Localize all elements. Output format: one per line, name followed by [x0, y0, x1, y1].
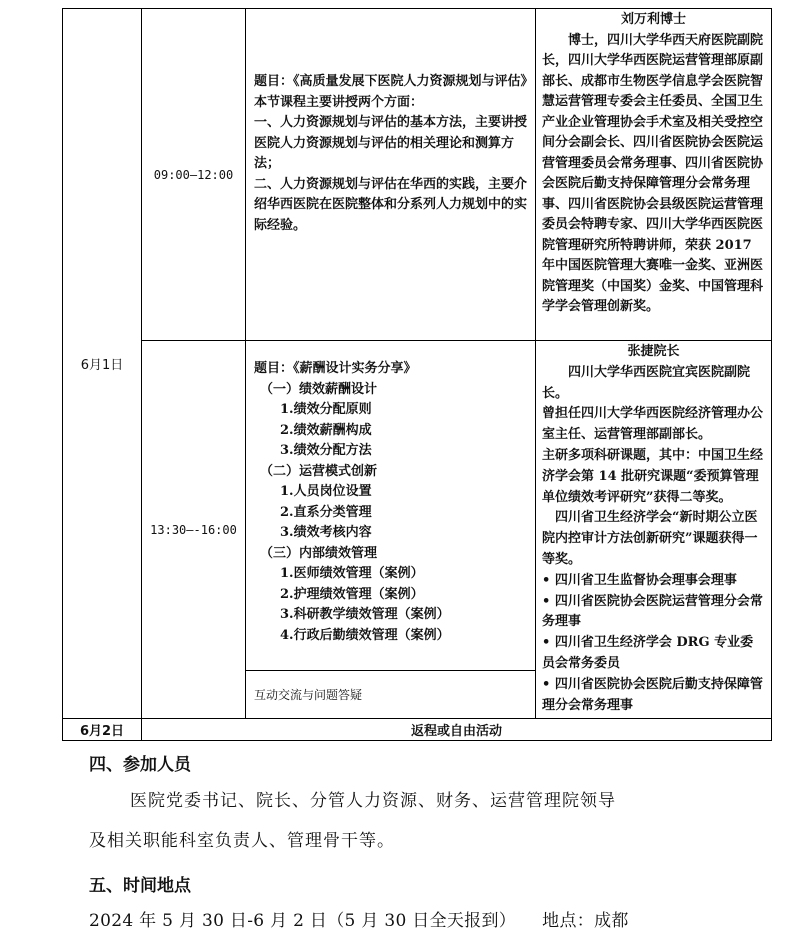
time-afternoon: 13:30—-16:00: [150, 522, 237, 537]
speaker-line-7: • 四川省卫生经济学会 DRG 专业委员会常务委员: [542, 635, 754, 671]
section-1-item-1: 1.绩效分配原则: [280, 402, 372, 417]
date-cell-day2: [62, 718, 141, 741]
section-heading-1: （一）绩效薪酬设计: [260, 381, 378, 397]
section-2-item-2: 2.直系分类管理: [280, 504, 372, 520]
section-heading-2: （二）运营模式创新: [260, 463, 378, 479]
interaction-text: 互动交流与问题答疑: [254, 688, 363, 702]
speaker-name-zhang: 张捷院长: [627, 344, 680, 359]
time-cell-morning: [141, 8, 245, 341]
speaker-cell-morning: [535, 8, 772, 341]
section-2-item-1: 1.人员岗位设置: [280, 484, 372, 499]
speaker-line-4: 四川省卫生经济学会“新时期公立医院内控审计方法创新研究”课题获得一等奖。: [542, 510, 758, 567]
section-1-item-3: 3.绩效分配方法: [280, 443, 372, 458]
content-cell-morning: [245, 8, 535, 341]
section-3-item-1: 1.医师绩效管理（案例）: [280, 566, 424, 581]
morning-point-2: 二、人力资源规划与评估在华西的实践，主要介绍华西医院在医院整体和分系列人力规划中的实际经验。: [254, 176, 528, 233]
content-cell-afternoon: [245, 340, 535, 671]
section-heading-3: （三）内部绩效管理: [260, 545, 378, 561]
section4-line2: 及相关职能科室负责人、管理骨干等。: [89, 831, 395, 851]
schedule-table: [62, 8, 772, 741]
speaker-line-3: 主研多项科研课题，其中：中国卫生经济学会第 14 批研究课题“委预算管理单位绩效考评研究”获得二等奖。: [542, 447, 764, 505]
speaker-name-liu: 刘万利博士: [620, 12, 686, 27]
date-day2: 6月2日: [79, 724, 125, 739]
time-morning: 09:00—12:00: [153, 167, 234, 182]
section-2-item-3: 3.绩效考核内容: [280, 525, 372, 540]
morning-content: [254, 72, 534, 236]
section-3-item-2: 2.护理绩效管理（案例）: [280, 586, 424, 602]
afternoon-content: [254, 359, 529, 646]
morning-title: 题目：《高质量发展下医院人力资源规划与评估》: [254, 74, 534, 89]
section5-line1: 2024 年 5 月 30 日-6 月 2 日（5 月 30 日全天报到） 地点：成都: [89, 911, 629, 931]
section-3-item-4: 4.行政后勤绩效管理（案例）: [280, 627, 450, 643]
speaker-cell-afternoon: [535, 340, 772, 719]
section5-heading: 五、时间地点: [89, 876, 191, 896]
morning-point-1: 一、人力资源规划与评估的基本方法，主要讲授医院人力资源规划与评估的相关理论和测算方法；: [254, 115, 528, 171]
speaker-line-8: • 四川省医院协会医院后勤支持保障管理分会常务理事: [542, 676, 763, 713]
speaker-line-2: 曾担任四川大学华西医院经济管理办公室主任、运营管理部副部长。: [542, 406, 764, 443]
speaker-line-1: 四川大学华西医院宜宾医院副院长。: [542, 364, 751, 401]
section-3-item-3: 3.科研教学绩效管理（案例）: [280, 607, 450, 622]
time-cell-afternoon: [141, 340, 245, 719]
section-1-item-2: 2.绩效薪酬构成: [280, 422, 372, 438]
interaction-cell: [245, 670, 535, 719]
date-day1: 6月1日: [80, 358, 124, 373]
date-cell-day1: [62, 8, 141, 719]
activity-cell-day2: [141, 718, 772, 741]
section4-heading: 四、参加人员: [89, 755, 191, 775]
speaker-line-6: • 四川省医院协会医院运营管理分会常务理事: [542, 593, 763, 630]
section4-line1: 医院党委书记、院长、分管人力资源、财务、运营管理院领导: [130, 791, 616, 811]
speaker-bio-liu: 博士，四川大学华西天府医院副院长，四川大学华西医院运营管理部原副部长、成都市生物医学信息学会医院智慧运营管理专委会主任委员、全国卫生产业企业管理协会手术室及相关受控空间分会副会长、四川省医院协会医院运营管理委员会常务理事、四川省医院协会医院后勤支持保障管理分会常务理事、四川省医院协会县级医院运营管理委员会特聘专家、四川大学华西医院医院管理研究所特聘讲师，荣获 2017 年中国医院管理大赛唯一金奖、亚洲医院管理奖（中国奖）金奖、中国管理科学学会管理创新奖。: [542, 32, 764, 314]
speaker-line-5: • 四川省卫生监督协会理事会理事: [542, 572, 737, 588]
activity-day2: 返程或自由活动: [410, 724, 502, 739]
morning-intro: 本节课程主要讲授两个方面：: [254, 94, 424, 110]
afternoon-title: 题目：《薪酬设计实务分享》: [254, 361, 417, 376]
